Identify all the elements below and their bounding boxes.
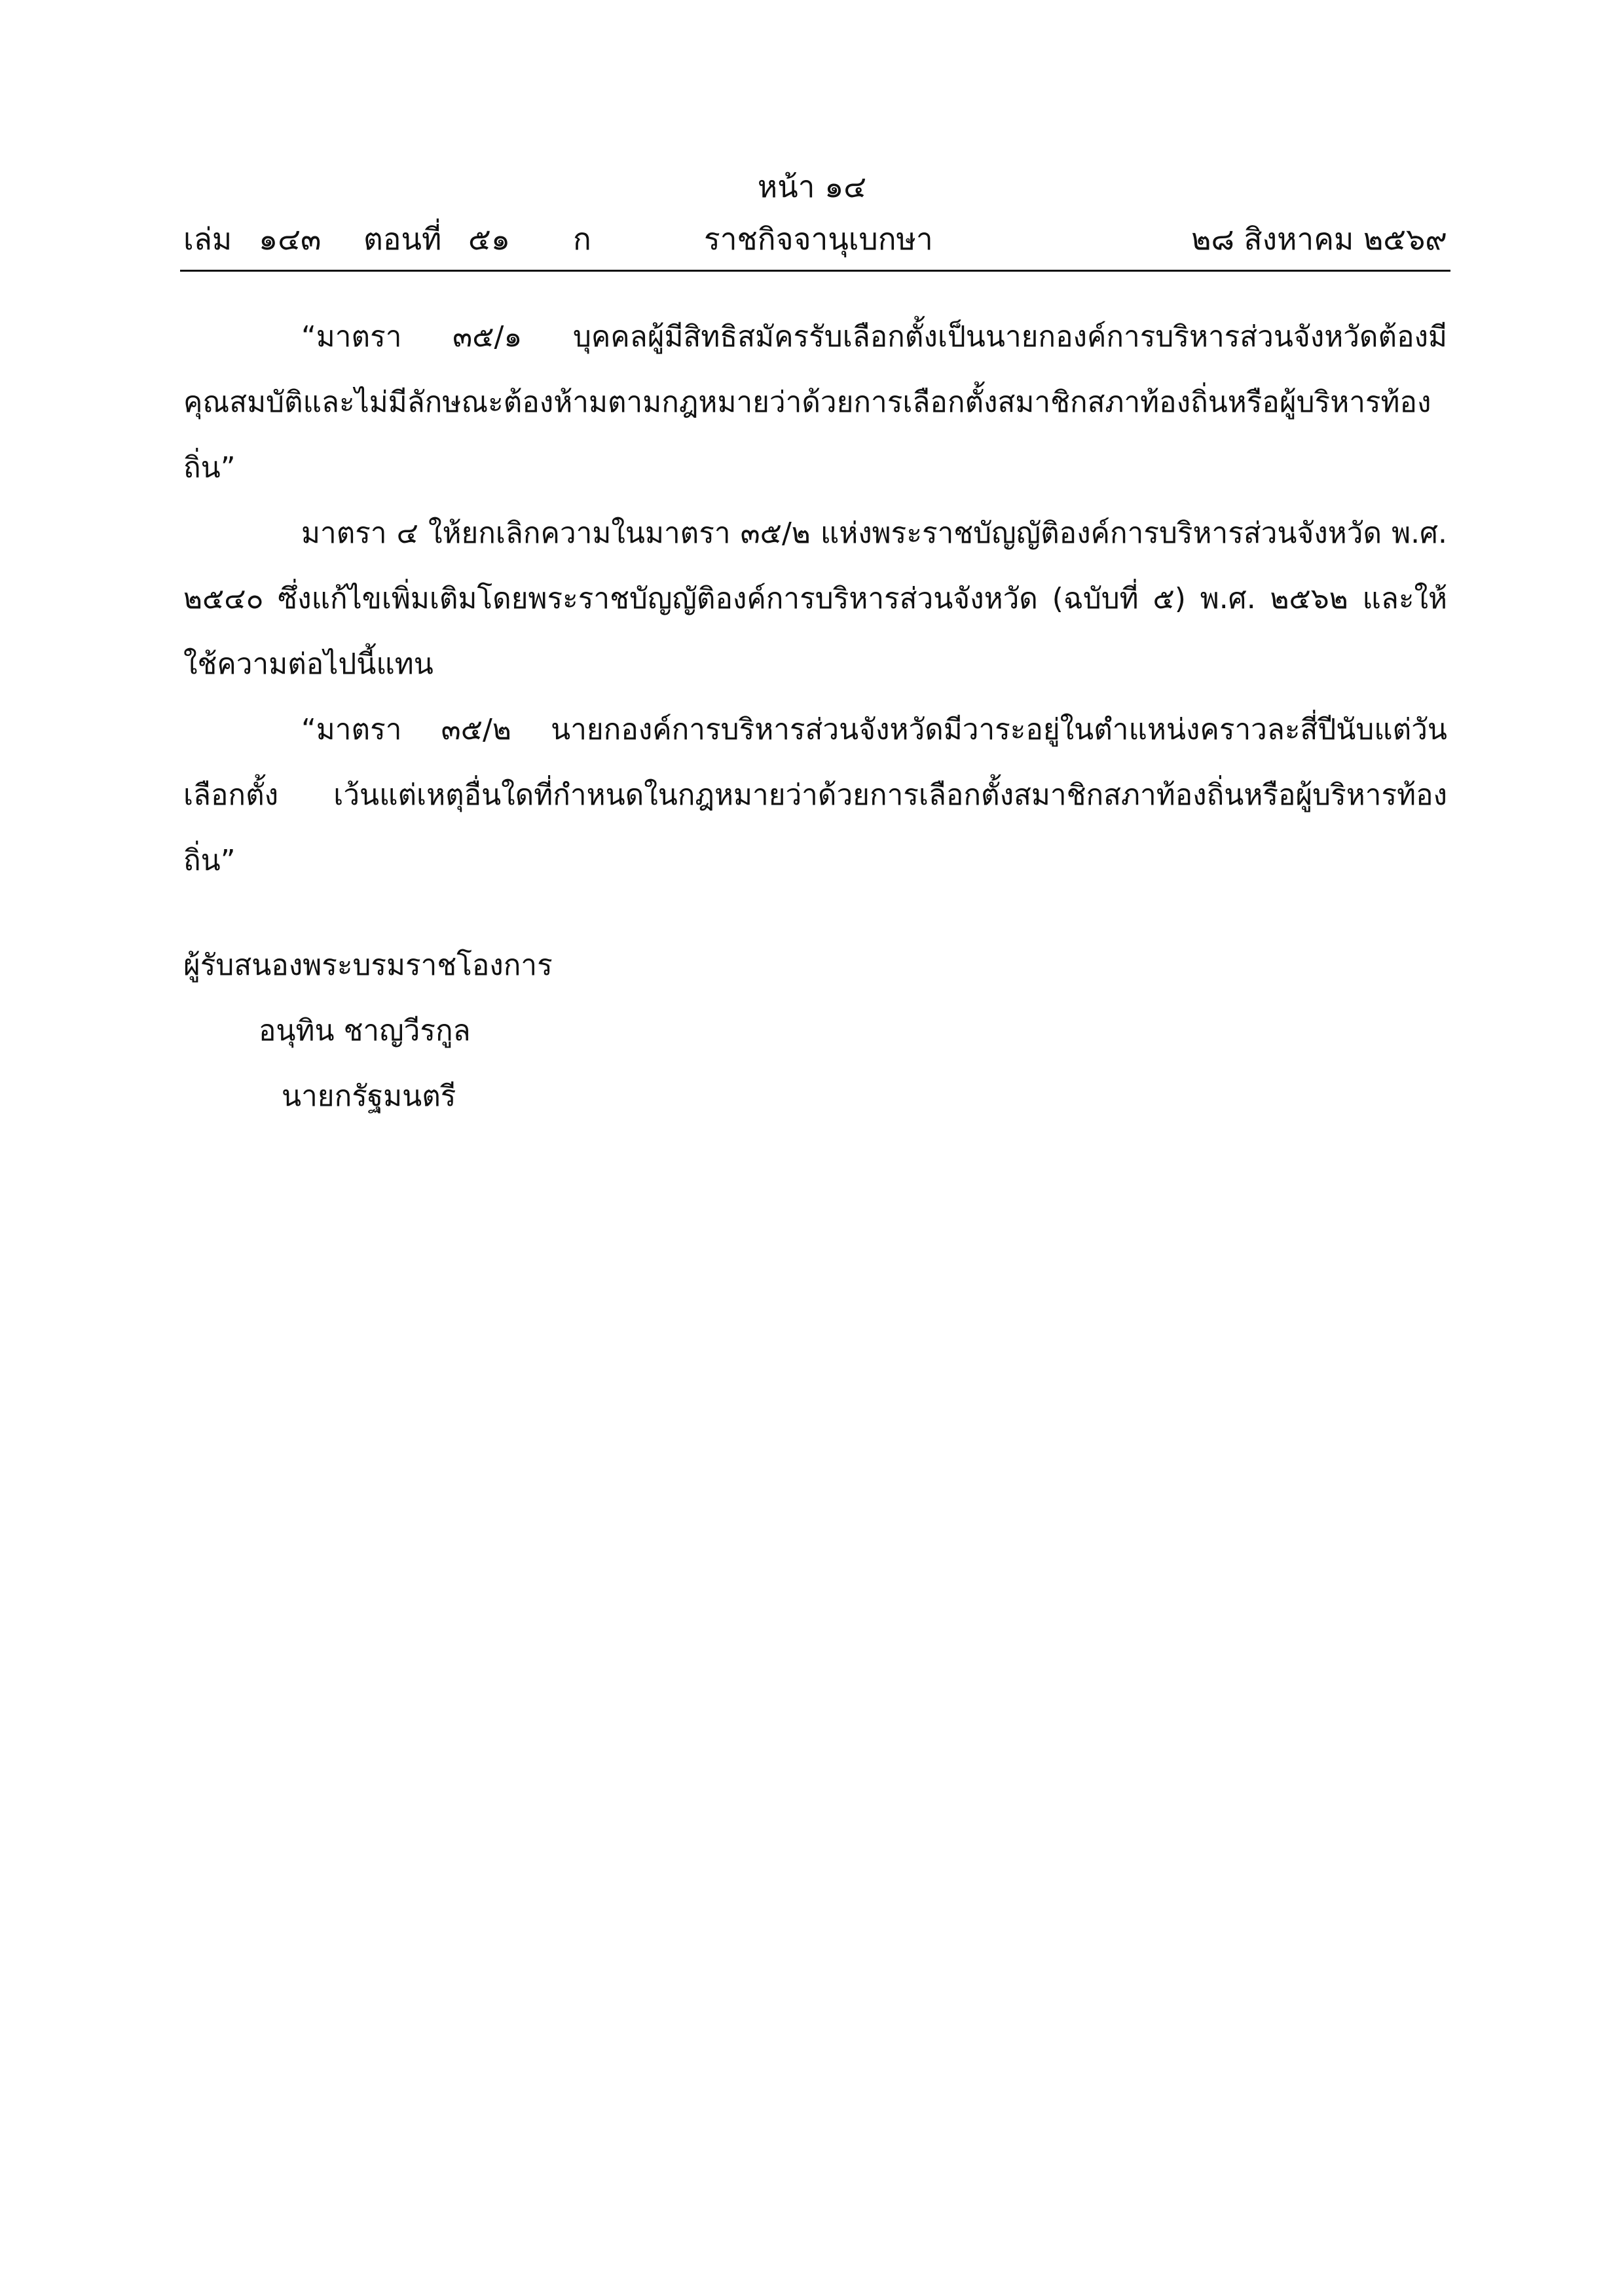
gazette-header bbox=[183, 216, 1447, 262]
publication-date: ๒๘ สิงหาคม ๒๕๖๙ bbox=[1191, 221, 1447, 257]
journal-title: ราชกิจจานุเบกษา bbox=[704, 221, 933, 257]
document-body bbox=[183, 304, 1447, 894]
paragraph-section-35-1: “มาตรา ๓๕/๑ บุคคลผู้มีสิทธิสมัครรับเลือกตั้งเป็นนายกองค์การบริหารส่วนจังหวัดต้องมีคุณสมบัติและไม่มีลักษณะต้องห้ามตามกฎหมายว่าด้วยการเลือกตั้งสมาชิกสภาท้องถิ่นหรือผู้บริหารท้องถิ่น” bbox=[183, 320, 1447, 484]
countersign-label: ผู้รับสนองพระบรมราชโองการ bbox=[183, 949, 553, 982]
volume-number: ๑๔๓ bbox=[259, 221, 322, 257]
page-number: หน้า ๑๔ bbox=[757, 169, 867, 204]
signatory-name: อนุทิน ชาญวีรกูล bbox=[259, 1014, 471, 1048]
issue-number: ๕๑ bbox=[468, 221, 511, 257]
volume-label: เล่ม bbox=[183, 221, 232, 257]
issue-label: ตอนที่ bbox=[363, 221, 442, 257]
signature-block bbox=[183, 933, 553, 1129]
signatory-title: นายกรัฐมนตรี bbox=[282, 1080, 456, 1113]
paragraph-section-35-2: “มาตรา ๓๕/๒ นายกองค์การบริหารส่วนจังหวัดมีวาระอยู่ในตำแหน่งคราวละสี่ปีนับแต่วันเลือกตั้ง เว้นแต่เหตุอื่นใดที่กำหนดในกฎหมายว่าด้วยการเลือกตั้งสมาชิกสภาท้องถิ่นหรือผู้บริหารท้องถิ่น” bbox=[183, 713, 1447, 877]
header-divider bbox=[180, 270, 1450, 272]
section-letter: ก bbox=[573, 221, 591, 257]
paragraph-section-4: มาตรา ๔ ให้ยกเลิกความในมาตรา ๓๕/๒ แห่งพระราชบัญญัติองค์การบริหารส่วนจังหวัด พ.ศ. ๒๕๔๐ ซึ่งแก้ไขเพิ่มเติมโดยพระราชบัญญัติองค์การบริหารส่วนจังหวัด (ฉบับที่ ๕) พ.ศ. ๒๕๖๒ และให้ใช้ความต่อไปนี้แทน bbox=[183, 517, 1447, 681]
